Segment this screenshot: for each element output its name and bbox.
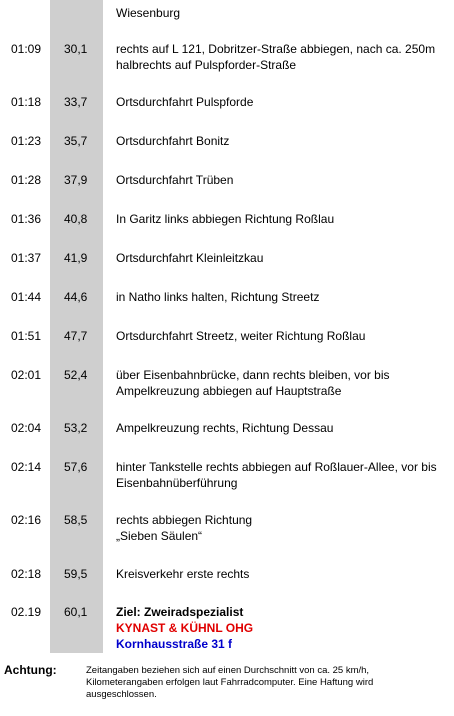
row-description [116, 41, 446, 73]
goal-time: 02.19 [11, 605, 42, 619]
row-description-line: Kreisverkehr erste rechts [116, 567, 250, 581]
row-time: 01:18 [11, 95, 42, 109]
row-time: 01:23 [11, 134, 42, 148]
note-label: Achtung: [4, 663, 57, 677]
row-km: 41,9 [64, 251, 88, 265]
row-description [116, 512, 446, 544]
goal-description [116, 604, 446, 652]
row-description-line: Ortsdurchfahrt Pulspforde [116, 95, 254, 109]
row-km: 57,6 [64, 460, 88, 474]
row-time: 01:44 [11, 290, 42, 304]
row-description-line: über Eisenbahnbrücke, dann rechts bleiben, vor bis [116, 368, 390, 382]
row-time: 02:04 [11, 421, 42, 435]
row-description-line: in Natho links halten, Richtung Streetz [116, 290, 320, 304]
row-description [116, 172, 446, 188]
row-km: 52,4 [64, 368, 88, 382]
row-time: 02:14 [11, 460, 42, 474]
row-time: 01:37 [11, 251, 42, 265]
row-description [116, 367, 446, 399]
row-description-line: hinter Tankstelle rechts abbiegen auf Roßlauer-Allee, vor bis [116, 460, 437, 474]
row-description-line: Ampelkreuzung abbiegen auf Hauptstraße [116, 384, 342, 398]
row-km: 53,2 [64, 421, 88, 435]
row-description [116, 133, 446, 149]
row-description-line: Ortsdurchfahrt Trüben [116, 173, 234, 187]
row-km: 59,5 [64, 567, 88, 581]
row-time: 02:16 [11, 513, 42, 527]
row-description [116, 566, 446, 582]
row-description-line: Ortsdurchfahrt Bonitz [116, 134, 230, 148]
row-description-line: In Garitz links abbiegen Richtung Roßlau [116, 212, 335, 226]
row-description-line: Wiesenburg [116, 6, 181, 20]
row-description [116, 94, 446, 110]
row-description-line: Ortsdurchfahrt Kleinleitzkau [116, 251, 264, 265]
row-km: 35,7 [64, 134, 88, 148]
row-description [116, 5, 446, 21]
row-description [116, 250, 446, 266]
goal-title: Ziel: Zweiradspezialist [116, 605, 244, 619]
row-km: 33,7 [64, 95, 88, 109]
note-line: Kilometerangaben erfolgen laut Fahrradcomputer. Eine Haftung wird [86, 677, 374, 688]
row-km: 44,6 [64, 290, 88, 304]
row-time: 02:01 [11, 368, 42, 382]
row-km: 40,8 [64, 212, 88, 226]
row-km: 30,1 [64, 42, 88, 56]
row-km: 58,5 [64, 513, 88, 527]
row-time: 01:09 [11, 42, 42, 56]
goal-km: 60,1 [64, 605, 88, 619]
row-time: 01:36 [11, 212, 42, 226]
row-description-line: Ampelkreuzung rechts, Richtung Dessau [116, 421, 334, 435]
goal-company: KYNAST & KÜHNL OHG [116, 621, 254, 635]
row-km: 47,7 [64, 329, 88, 343]
row-description [116, 211, 446, 227]
row-description-line: Ortsdurchfahrt Streetz, weiter Richtung Roßlau [116, 329, 366, 343]
row-description [116, 328, 446, 344]
row-time: 01:28 [11, 173, 42, 187]
row-description [116, 420, 446, 436]
note-line: Zeitangaben beziehen sich auf einen Durchschnitt von ca. 25 km/h, [86, 665, 370, 676]
row-description-line: rechts auf L 121, Dobritzer-Straße abbiegen, nach ca. 250m [116, 42, 436, 56]
row-time: 02:18 [11, 567, 42, 581]
note-line: ausgeschlossen. [86, 689, 157, 700]
row-description [116, 459, 446, 491]
goal-address: Kornhausstraße 31 f [116, 637, 233, 651]
row-description-line: rechts abbiegen Richtung [116, 513, 253, 527]
row-km: 37,9 [64, 173, 88, 187]
note-text [86, 665, 426, 701]
row-description-line: halbrechts auf Pulspforder-Straße [116, 58, 297, 72]
row-time: 01:51 [11, 329, 42, 343]
row-description-line: „Sieben Säulen“ [116, 529, 203, 543]
row-description [116, 289, 446, 305]
row-description-line: Eisenbahnüberführung [116, 476, 238, 490]
